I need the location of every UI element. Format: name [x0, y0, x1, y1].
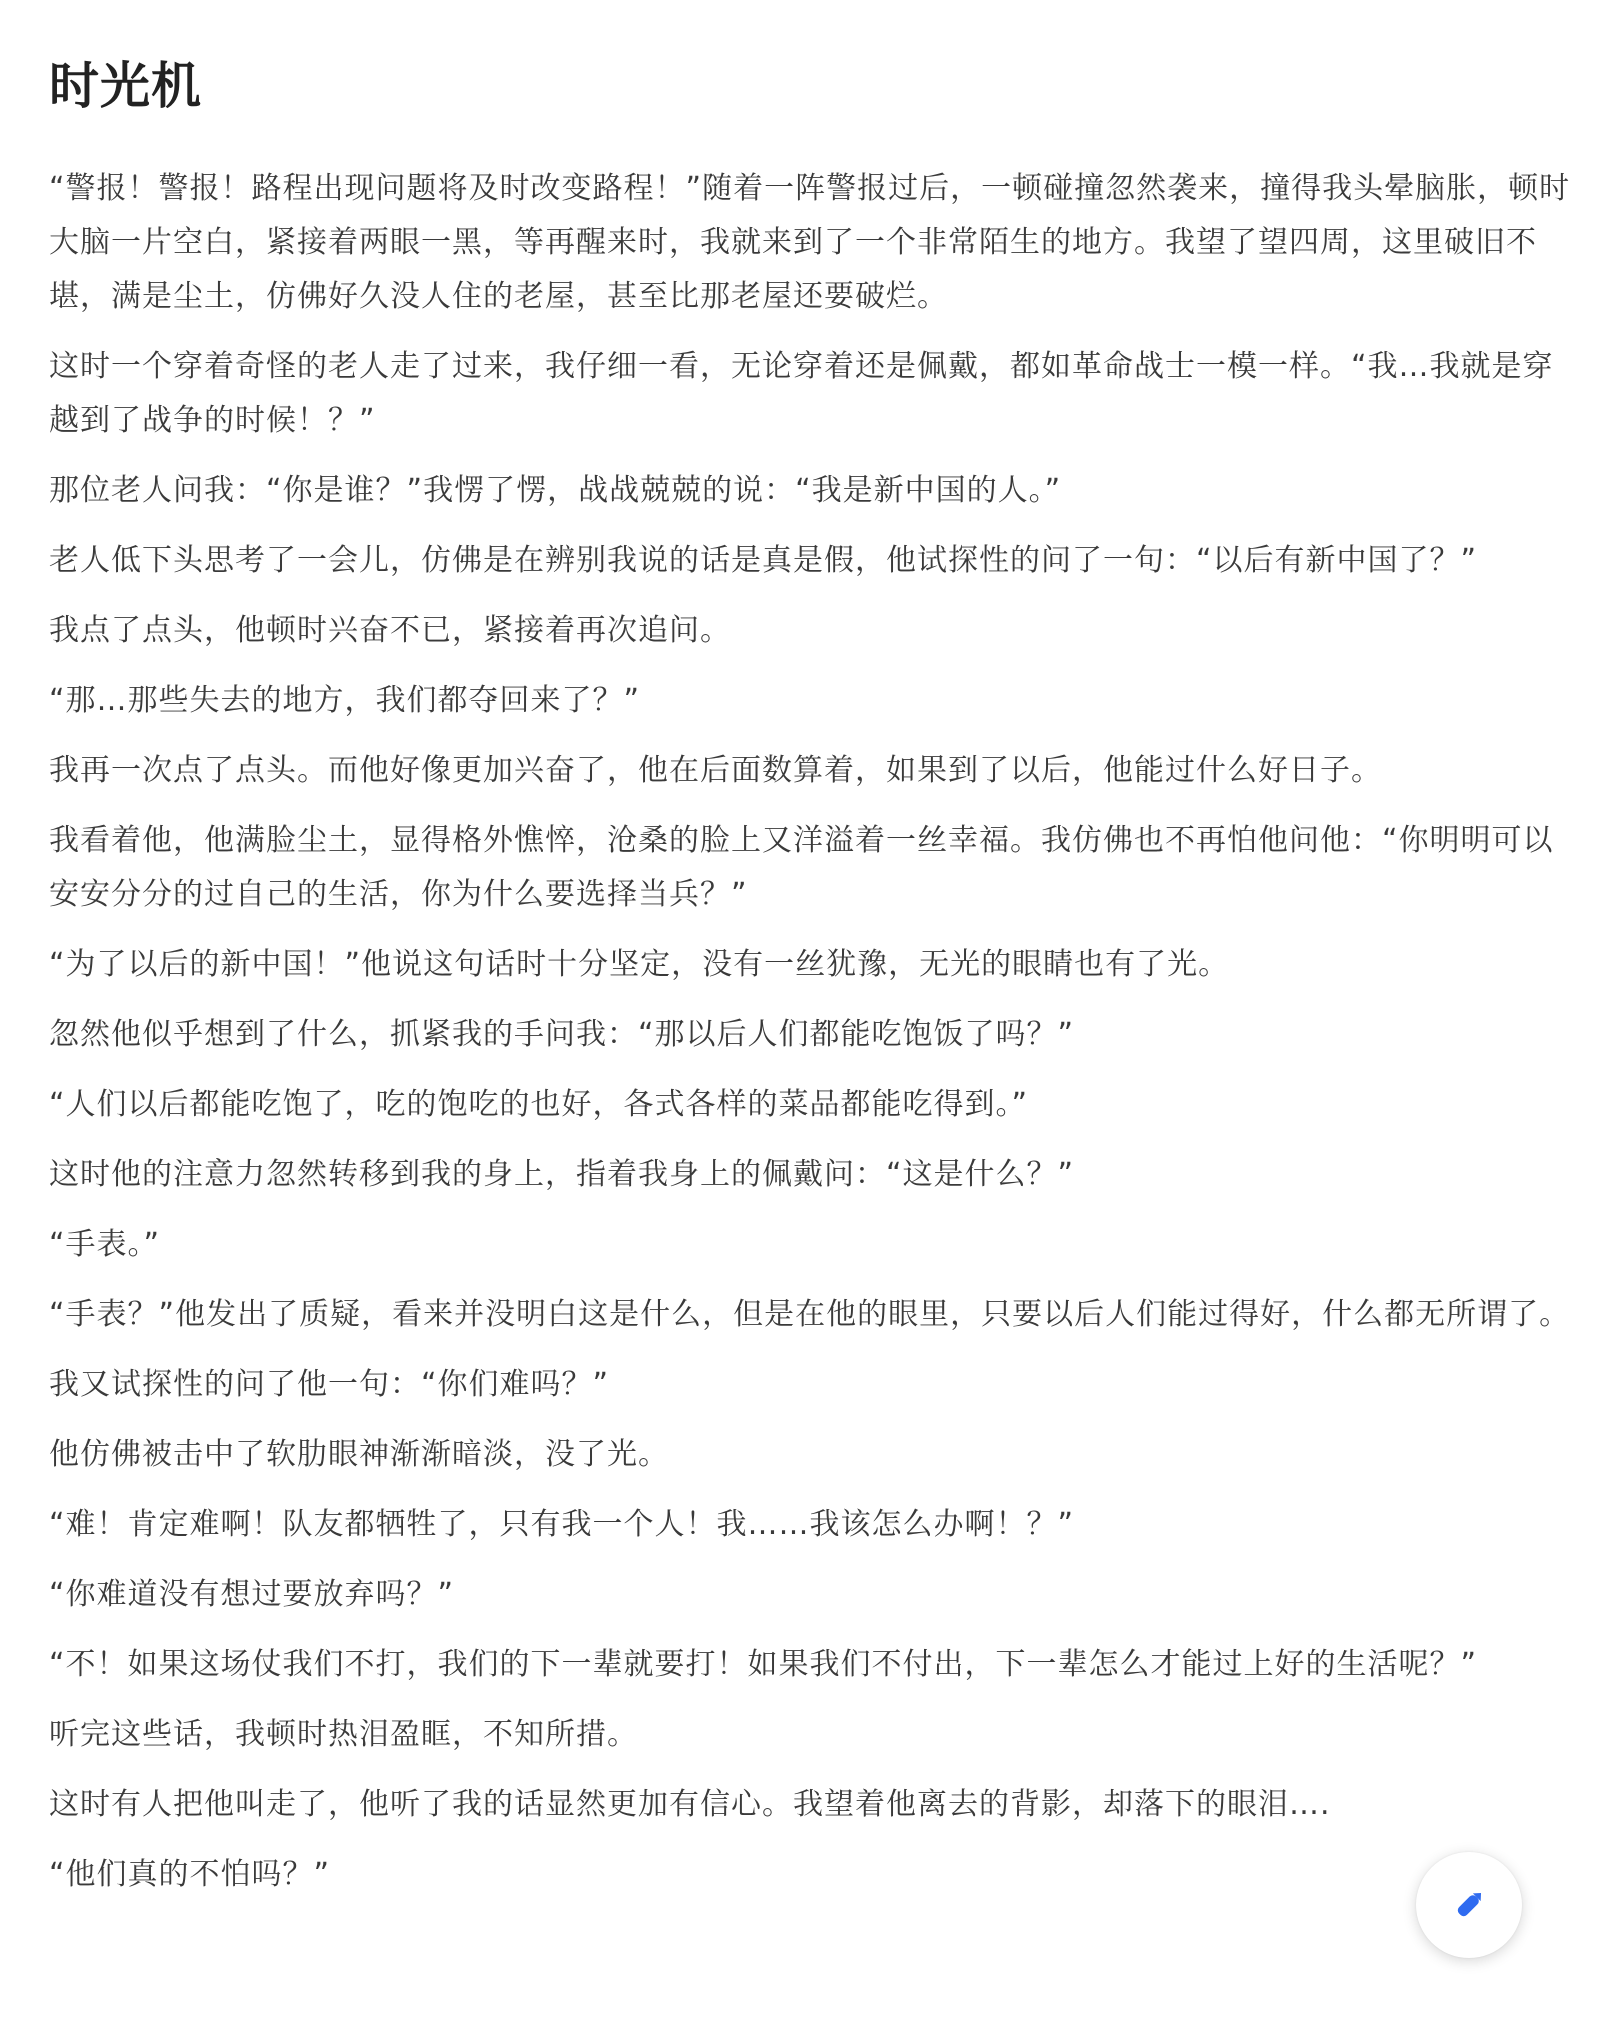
article-paragraph: 我再一次点了点头。而他好像更加兴奋了，他在后面数算着，如果到了以后，他能过什么好日子。	[49, 753, 1382, 788]
article-paragraph: “难！肯定难啊！队友都牺牲了，只有我一个人！我……我该怎么办啊！？”	[49, 1507, 1075, 1542]
article-paragraph: “不！如果这场仗我们不打，我们的下一辈就要打！如果我们不付出，下一辈怎么才能过上好的生活呢？”	[49, 1647, 1478, 1682]
article-paragraph: “他们真的不怕吗？”	[49, 1857, 331, 1892]
article-paragraph: “手表。”	[49, 1227, 161, 1262]
article-paragraph: 他仿佛被击中了软肋眼神渐渐暗淡，没了光。	[49, 1437, 669, 1472]
article-title: 时光机	[49, 57, 202, 115]
article-paragraph: 忽然他似乎想到了什么，抓紧我的手问我：“那以后人们都能吃饱饭了吗？”	[49, 1017, 1075, 1052]
article-paragraph: “为了以后的新中国！”他说这句话时十分坚定，没有一丝犹豫，无光的眼睛也有了光。	[49, 947, 1230, 982]
pencil-icon	[1447, 1883, 1491, 1927]
article-paragraph: “手表？”他发出了质疑，看来并没明白这是什么，但是在他的眼里，只要以后人们能过得好，什么都无所谓了。	[49, 1297, 1571, 1332]
article-paragraph: “警报！警报！路程出现问题将及时改变路程！”随着一阵警报过后，一顿碰撞忽然袭来，撞得我头晕脑胀，顿时大脑一片空白，紧接着两眼一黑，等再醒来时，我就来到了一个非常陌生的地方。我望了望四周，这里破旧不堪，满是尘土，仿佛好久没人住的老屋，甚至比那老屋还要破烂。	[49, 171, 1571, 314]
article-paragraph: 我又试探性的问了他一句：“你们难吗？”	[49, 1367, 610, 1402]
article-paragraph: “那…那些失去的地方，我们都夺回来了？”	[49, 683, 641, 718]
article-paragraph: 我看着他，他满脸尘土，显得格外憔悴，沧桑的脸上又洋溢着一丝幸福。我仿佛也不再怕他问他：“你明明可以安安分分的过自己的生活，你为什么要选择当兵？”	[49, 823, 1554, 912]
article-body	[49, 162, 1576, 1902]
article-paragraph: 这时一个穿着奇怪的老人走了过来，我仔细一看，无论穿着还是佩戴，都如革命战士一模一样。“我…我就是穿越到了战争的时候！？”	[49, 349, 1554, 438]
article-paragraph: “人们以后都能吃饱了，吃的饱吃的也好，各式各样的菜品都能吃得到。”	[49, 1087, 1029, 1122]
article-paragraph: 我点了点头，他顿时兴奋不已，紧接着再次追问。	[49, 613, 731, 648]
article-paragraph: “你难道没有想过要放弃吗？”	[49, 1577, 455, 1612]
article-paragraph: 那位老人问我：“你是谁？”我愣了愣，战战兢兢的说：“我是新中国的人。”	[49, 473, 1062, 508]
edit-button[interactable]	[1416, 1852, 1522, 1958]
article-paragraph: 这时有人把他叫走了，他听了我的话显然更加有信心。我望着他离去的背影，却落下的眼泪….	[49, 1787, 1331, 1822]
article-paragraph: 这时他的注意力忽然转移到我的身上，指着我身上的佩戴问：“这是什么？”	[49, 1157, 1075, 1192]
article-paragraph: 听完这些话，我顿时热泪盈眶，不知所措。	[49, 1717, 638, 1752]
article-paragraph: 老人低下头思考了一会儿，仿佛是在辨别我说的话是真是假，他试探性的问了一句：“以后有新中国了？”	[49, 543, 1478, 578]
